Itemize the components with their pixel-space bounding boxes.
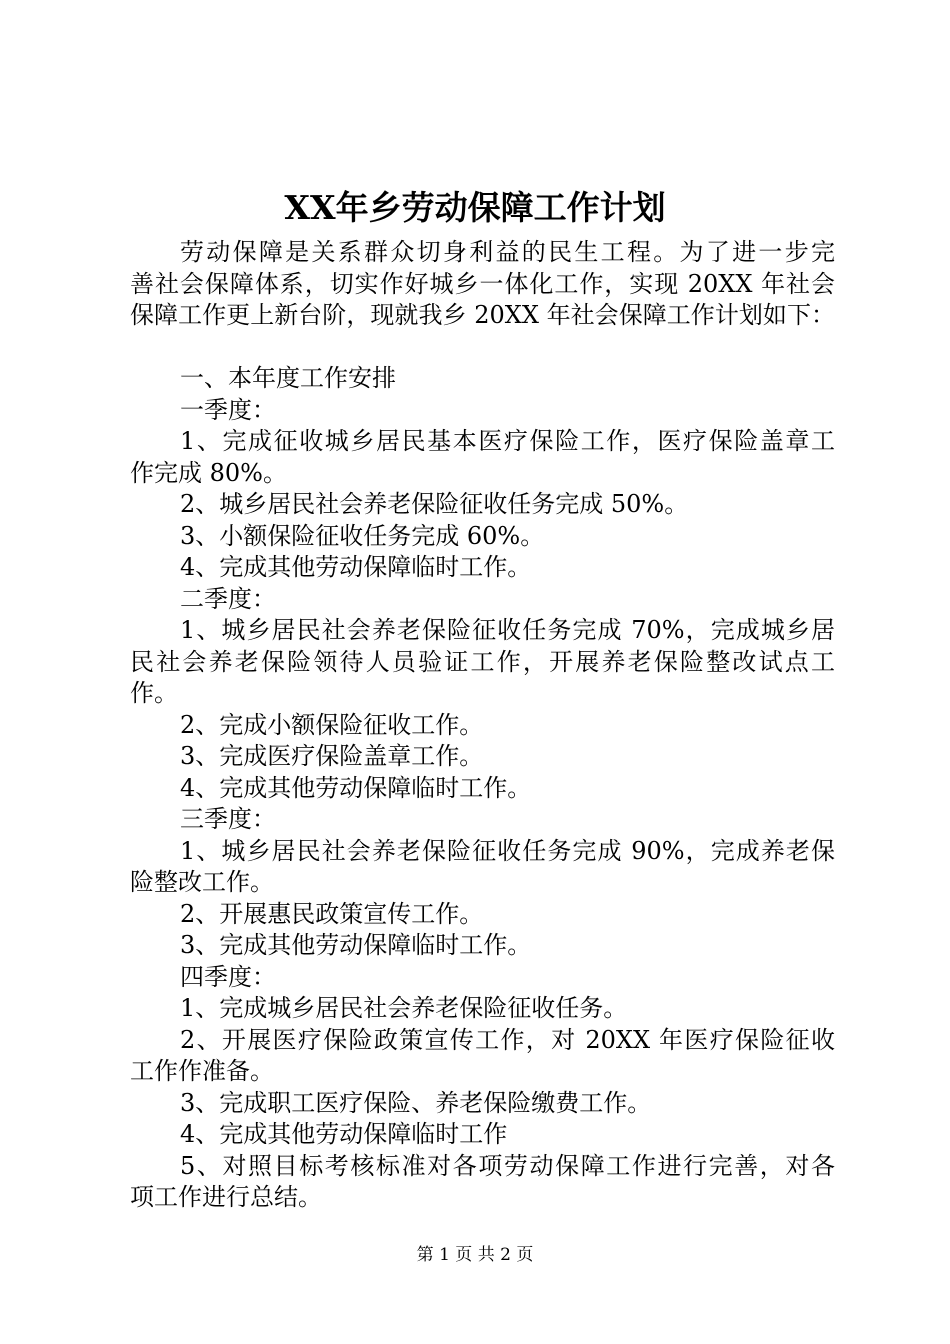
list-item: 3、完成职工医疗保险、养老保险缴费工作。 bbox=[180, 1088, 652, 1117]
list-item: 5、对照目标考核标准对各项劳动保障工作进行完善，对各 bbox=[180, 1151, 835, 1180]
list-item: 3、完成医疗保险盖章工作。 bbox=[180, 742, 484, 770]
list-item: 2、完成小额保险征收工作。 bbox=[180, 710, 484, 739]
intro-line: 善社会保障体系，切实作好城乡一体化工作，实现 20XX 年社会 bbox=[130, 269, 835, 298]
quarter-heading-q3: 三季度： bbox=[180, 805, 276, 833]
page-footer: 第 1 页 共 2 页 bbox=[416, 1245, 534, 1265]
list-item-continuation: 作完成 80%。 bbox=[130, 458, 287, 487]
list-item-continuation: 工作作准备。 bbox=[130, 1057, 274, 1085]
quarter-heading-q2: 二季度： bbox=[180, 584, 276, 613]
list-item-continuation: 险整改工作。 bbox=[130, 868, 274, 896]
list-item-continuation: 作。 bbox=[130, 679, 178, 707]
document-title: XX年乡劳动保障工作计划 bbox=[284, 188, 666, 227]
blank-line bbox=[130, 332, 835, 364]
list-item: 1、城乡居民社会养老保险征收任务完成 90%，完成养老保 bbox=[180, 836, 835, 865]
list-item-continuation: 项工作进行总结。 bbox=[130, 1183, 322, 1211]
intro-line: 劳动保障是关系群众切身利益的民生工程。为了进一步完 bbox=[180, 238, 835, 266]
quarter-heading-q1: 一季度： bbox=[180, 395, 276, 424]
list-item: 2、城乡居民社会养老保险征收任务完成 50%。 bbox=[180, 490, 689, 518]
list-item: 1、完成征收城乡居民基本医疗保险工作，医疗保险盖章工 bbox=[180, 427, 835, 455]
intro-line: 保障工作更上新台阶，现就我乡 20XX 年社会保障工作计划如下： bbox=[130, 301, 835, 329]
list-item-continuation: 民社会养老保险领待人员验证工作，开展养老保险整改试点工 bbox=[130, 647, 835, 676]
list-item: 4、完成其他劳动保障临时工作 bbox=[180, 1120, 508, 1148]
list-item: 3、完成其他劳动保障临时工作。 bbox=[180, 931, 532, 959]
list-item: 1、城乡居民社会养老保险征收任务完成 70%，完成城乡居 bbox=[180, 616, 835, 644]
list-item: 4、完成其他劳动保障临时工作。 bbox=[180, 773, 532, 802]
list-item: 3、小额保险征收任务完成 60%。 bbox=[180, 521, 545, 550]
document-body bbox=[130, 237, 835, 1214]
quarter-heading-q4: 四季度： bbox=[180, 962, 276, 991]
section-heading: 一、本年度工作安排 bbox=[180, 364, 396, 392]
list-item: 4、完成其他劳动保障临时工作。 bbox=[180, 553, 532, 581]
list-item: 2、开展医疗保险政策宣传工作，对 20XX 年医疗保险征收 bbox=[180, 1025, 835, 1054]
list-item: 2、开展惠民政策宣传工作。 bbox=[180, 899, 484, 928]
list-item: 1、完成城乡居民社会养老保险征收任务。 bbox=[180, 994, 628, 1022]
